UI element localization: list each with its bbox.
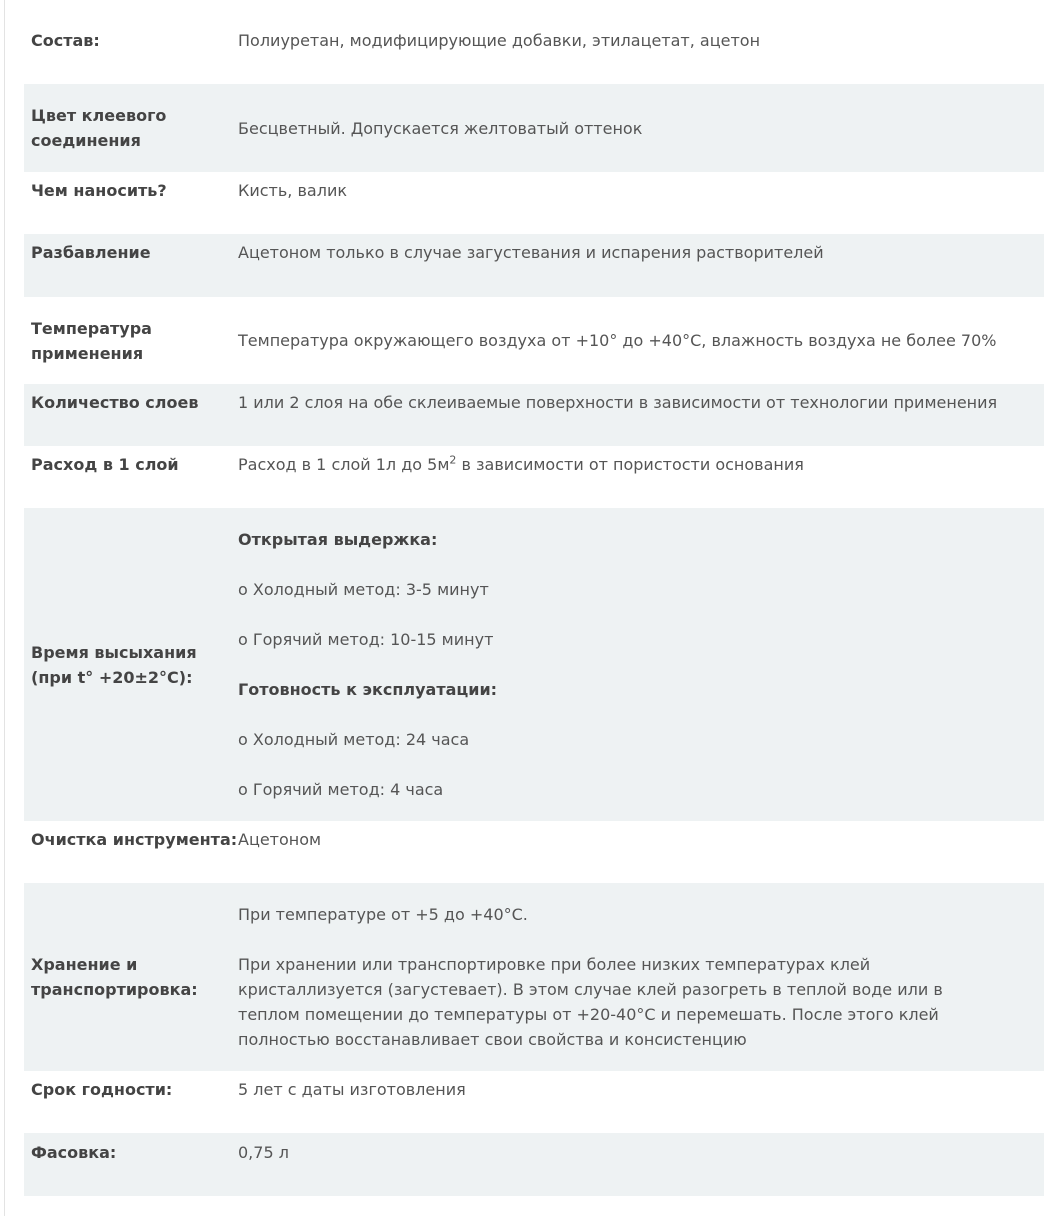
spec-value: Полиуретан, модифицирующие добавки, этилацетат, ацетон <box>238 31 761 50</box>
ready-hot: o Горячий метод: 4 часа <box>238 780 444 799</box>
spec-row-color <box>24 84 1044 172</box>
spec-label: Температура применения <box>31 318 152 363</box>
spec-row-dilution <box>24 234 1044 297</box>
spec-value: Ацетоном <box>238 830 322 849</box>
consumption-superscript: 2 <box>449 453 457 467</box>
spec-row-application-temperature <box>24 297 1044 384</box>
storage-instructions: При хранении или транспортировке при более низких температурах клей кристаллизуется (загустевает). В этом случае клей разогреть в теплой воде или в теплом помещении до температуры от +20-40°C и перемешать. После этого клей полностью восстанавливает свои свойства и консистенцию <box>238 955 943 1049</box>
spec-label: Чем наносить? <box>31 181 167 200</box>
spec-value: 0,75 л <box>238 1143 289 1162</box>
spec-label: Фасовка: <box>31 1143 117 1162</box>
spec-value: Кисть, валик <box>238 181 347 200</box>
spec-row-packaging <box>24 1133 1044 1196</box>
open-time-heading: Открытая выдержка: <box>238 530 438 549</box>
page-left-border <box>4 0 5 1216</box>
spec-row-drying-time <box>24 508 1044 821</box>
ready-heading: Готовность к эксплуатации: <box>238 680 498 699</box>
spec-label: Очистка инструмента: <box>31 830 238 849</box>
spec-label: Срок годности: <box>31 1080 173 1099</box>
spec-row-consumption <box>24 446 1044 508</box>
consumption-suffix: в зависимости от пористости основания <box>456 455 804 474</box>
spec-row-application-tool <box>24 172 1044 234</box>
spec-value <box>238 902 1044 1052</box>
spec-row-layers <box>24 384 1044 446</box>
spec-label: Расход в 1 слой <box>31 455 179 474</box>
spec-label: Цвет клеевого соединения <box>31 106 167 150</box>
spec-label: Хранение и транспортировка: <box>31 955 198 999</box>
ready-cold: o Холодный метод: 24 часа <box>238 730 470 749</box>
consumption-prefix: Расход в 1 слой 1л до 5м <box>238 455 450 474</box>
spec-row-tool-cleaning <box>24 821 1044 883</box>
specifications-table <box>24 0 1044 1196</box>
spec-value <box>238 527 1044 802</box>
spec-label: Количество слоев <box>31 393 199 412</box>
spec-label: Состав: <box>31 31 100 50</box>
spec-value: 1 или 2 слоя на обе склеиваемые поверхности в зависимости от технологии применения <box>238 393 998 412</box>
spec-value: Температура окружающего воздуха от +10° до +40°C, влажность воздуха не более 70% <box>238 331 997 350</box>
storage-temperature: При температуре от +5 до +40°C. <box>238 905 528 924</box>
spec-label: Разбавление <box>31 243 151 262</box>
spec-value <box>238 452 1044 508</box>
spec-value: Бесцветный. Допускается желтоватый оттенок <box>238 118 643 138</box>
spec-row-shelf-life <box>24 1071 1044 1133</box>
spec-row-storage <box>24 883 1044 1071</box>
spec-value: Ацетоном только в случае загустевания и испарения растворителей <box>238 243 824 262</box>
spec-label: Время высыхания (при t° +20±2°C): <box>31 642 197 687</box>
spec-value: 5 лет с даты изготовления <box>238 1080 466 1099</box>
spec-row-composition <box>24 0 1044 84</box>
open-time-hot: o Горячий метод: 10-15 минут <box>238 630 494 649</box>
open-time-cold: o Холодный метод: 3-5 минут <box>238 580 489 599</box>
